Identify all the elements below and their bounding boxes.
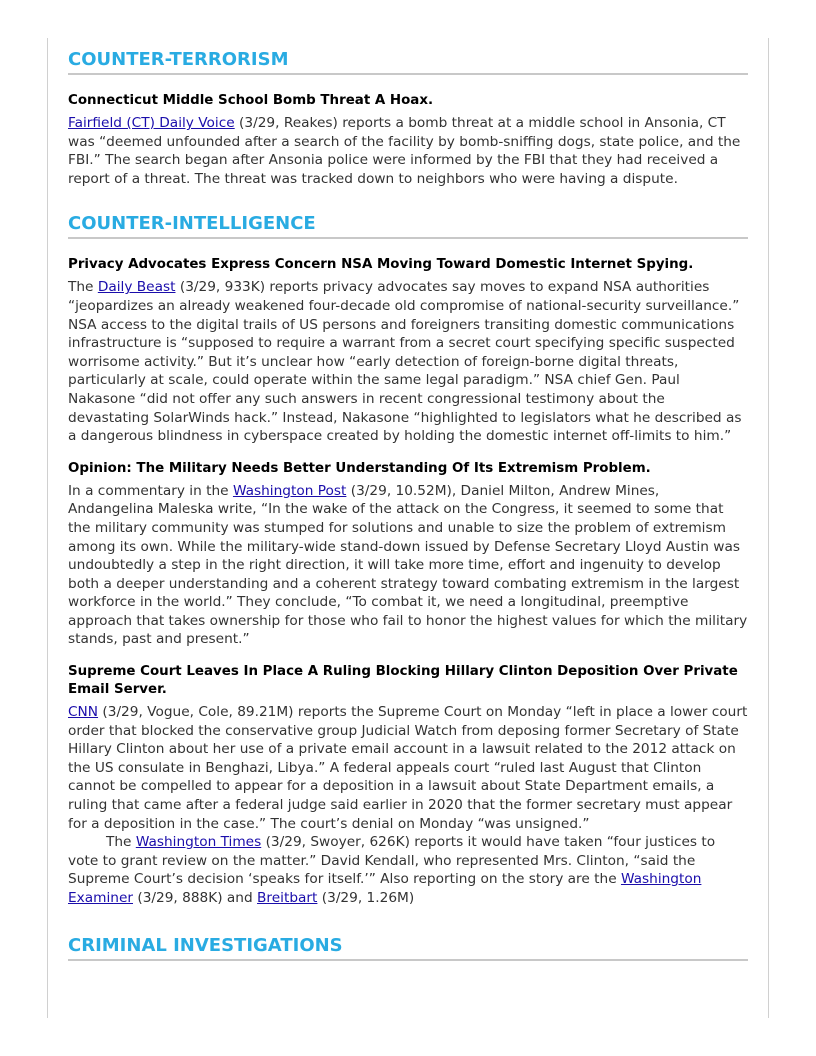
- article: [68, 256, 748, 445]
- paragraph-text: (3/29, 1.26M): [317, 890, 415, 906]
- paragraph-text: The: [106, 834, 136, 851]
- paragraph-text: (3/29, Vogue, Cole, 89.21M) reports the Supreme Court on Monday “left in place a lower court order that blocked the conservative group Judicial Watch from deposing former Secretary of State Hillary Clinton about her use of a private email account in a lawsuit related to the 2012 attack on the US consulate in Benghazi, Libya.” A federal appeals court “ruled last August that Clinton cannot be compelled to appear for a deposition in a lawsuit about State Department emails, a ruling that came after a federal judge said earlier in 2020 that the former secretary must appear for a deposition in the case.” The court’s denial on Monday “was unsigned.”: [68, 704, 748, 832]
- article-title: Privacy Advocates Express Concern NSA Moving Toward Domestic Internet Spying.: [68, 257, 694, 273]
- paragraph-text: (3/29, 933K) reports privacy advocates say moves to expand NSA authorities “jeopardizes an already weakened four-decade old compromise of national-security surveillance.” NSA access to the digital trails of US persons and foreigners transiting domestic communications infrastructure is “supposed to require a warrant from a secret court specifying specific suspected worrisome activity.” But it’s unclear how “early detection of foreign-borne digital threats, particularly at scale, could operate within the same legal paradigm.” NSA chief Gen. Paul Nakasone “did not offer any such answers in recent congressional testimony about the devastating SolarWinds hack.” Instead, Nakasone “highlighted to legislators what he described as a dangerous blindness in cyberspace created by holding the domestic internet off-limits to him.”: [68, 279, 742, 445]
- source-link[interactable]: CNN: [68, 704, 99, 721]
- article-paragraph: [68, 482, 748, 649]
- document-body: [68, 48, 748, 961]
- paragraph-text: The: [68, 279, 98, 296]
- section-heading-criminal-investigations: CRIMINAL INVESTIGATIONS: [68, 934, 748, 961]
- paragraph-text: (3/29, Swoyer, 626K) reports it would have taken “four justices to vote to grant review on the matter.” David Kendall, who represented Mrs. Clinton, “said the Supreme Court’s decision ‘speaks for itself.’” Also reporting on the story are the: [68, 834, 716, 888]
- article-paragraph: [68, 703, 748, 833]
- article-paragraph: [68, 278, 748, 445]
- source-link[interactable]: Washington Post: [232, 482, 347, 499]
- article-title: Opinion: The Military Needs Better Understanding Of Its Extremism Problem.: [68, 460, 651, 476]
- source-link[interactable]: Breitbart: [257, 890, 318, 906]
- article: [68, 460, 748, 649]
- article: [68, 92, 748, 188]
- source-link[interactable]: Washington Times: [135, 834, 262, 851]
- section-heading-counter-terrorism: COUNTER-TERRORISM: [68, 48, 748, 75]
- article-paragraph: [68, 833, 748, 907]
- article-title: Connecticut Middle School Bomb Threat A Hoax.: [68, 93, 434, 108]
- source-link[interactable]: Fairfield (CT) Daily Voice: [68, 115, 235, 131]
- article-paragraph: [68, 114, 748, 188]
- source-link[interactable]: Daily Beast: [97, 279, 176, 296]
- page-border-right: [768, 38, 769, 1018]
- paragraph-text: (3/29, Reakes) reports a bomb threat at a middle school in Ansonia, CT was “deemed unfounded after a search of the facility by bomb-sniffing dogs, state police, and the FBI.” The search began after Ansonia police were informed by the FBI that they had received a report of a threat. The threat was tracked down to neighbors who were having a dispute.: [68, 115, 741, 187]
- section-heading-counter-intelligence: COUNTER-INTELLIGENCE: [68, 212, 748, 239]
- article-title: Supreme Court Leaves In Place A Ruling Blocking Hillary Clinton Deposition Over Private Email Server.: [68, 664, 738, 698]
- paragraph-text: In a commentary in the: [68, 482, 233, 499]
- paragraph-text: (3/29, 10.52M), Daniel Milton, Andrew Mines, Andangelina Maleska write, “In the wake of the attack on the Congress, it seemed to some that the military community was stumped for solutions and unable to size the problem of extremism among its own. While the military-wide stand-down issued by Defense Secretary Lloyd Austin was undoubtedly a step in the right direction, it will take more time, effort and ingenuity to develop both a deeper understanding and a coherent strategy toward combating extremism in the largest workforce in the world.” They conclude, “To combat it, we need a longitudinal, preemptive approach that takes ownership for those who fail to honor the highest values for which the military stands, past and present.”: [68, 482, 748, 648]
- article: [68, 663, 748, 908]
- paragraph-text: (3/29, 888K) and: [133, 890, 258, 906]
- page-border-left: [47, 38, 48, 1018]
- source-link[interactable]: Washington Examiner: [68, 871, 702, 906]
